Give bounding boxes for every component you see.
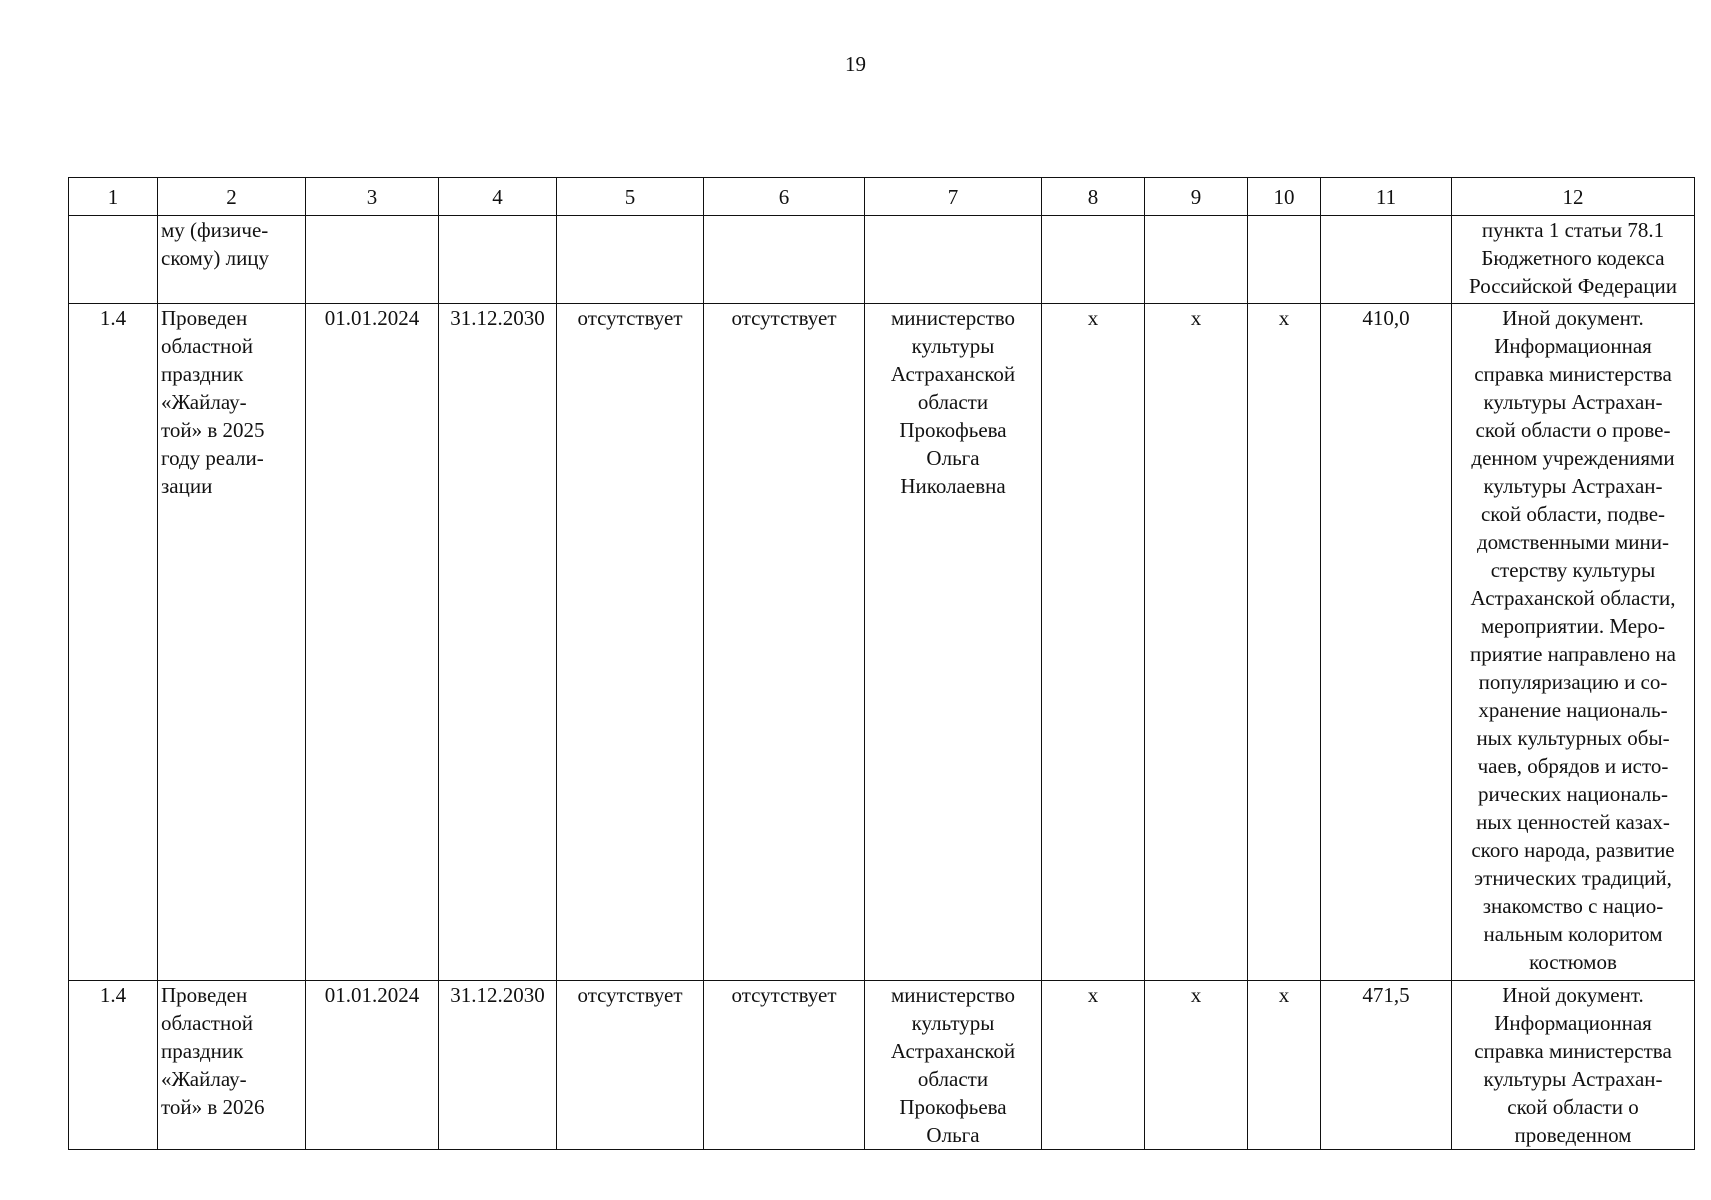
page-number: 19 bbox=[845, 52, 866, 76]
column-header: 4 bbox=[439, 178, 557, 216]
cell-end-date bbox=[439, 216, 557, 304]
cell-col9: х bbox=[1145, 981, 1248, 1150]
cell-amount: 410,0 bbox=[1321, 304, 1452, 981]
cell-document: Иной документ. Информационная справка министерства культуры Астрахан- ской области о прове- денном учреждениями культуры Астрахан- ской области, подве- домственными мини- стерству культуры Астраханской области, мероприятии. Меро- приятие направлено на популяризацию и со- хранение националь- ных культурных обы- чаев, обрядов и исто- рических националь- ных ценностей казах- ского народа, развитие этнических традиций, знакомство с нацио- нальным колоритом костюмов bbox=[1452, 304, 1695, 981]
cell-col8: х bbox=[1042, 304, 1145, 981]
cell-col8: х bbox=[1042, 981, 1145, 1150]
cell-number: 1.4 bbox=[69, 981, 158, 1150]
cell-start-date bbox=[306, 216, 439, 304]
cell-col8 bbox=[1042, 216, 1145, 304]
cell-col9: х bbox=[1145, 304, 1248, 981]
cell-start-date: 01.01.2024 bbox=[306, 981, 439, 1150]
cell-document: Иной документ. Информационная справка министерства культуры Астрахан- ской области о проведенном bbox=[1452, 981, 1695, 1150]
column-header: 7 bbox=[865, 178, 1042, 216]
document-table bbox=[68, 177, 1695, 1150]
column-header: 8 bbox=[1042, 178, 1145, 216]
cell-number: 1.4 bbox=[69, 304, 158, 981]
table-row bbox=[69, 981, 1695, 1150]
cell-col9 bbox=[1145, 216, 1248, 304]
cell-col5 bbox=[557, 216, 704, 304]
column-header: 6 bbox=[704, 178, 865, 216]
cell-amount: 471,5 bbox=[1321, 981, 1452, 1150]
cell-result-name: Проведен областной праздник «Жайлау- той» в 2026 bbox=[158, 981, 306, 1150]
cell-col10: х bbox=[1248, 304, 1321, 981]
cell-col10 bbox=[1248, 216, 1321, 304]
cell-responsible: министерство культуры Астраханской области Прокофьева Ольга bbox=[865, 981, 1042, 1150]
column-header: 3 bbox=[306, 178, 439, 216]
cell-col6: отсутствует bbox=[704, 304, 865, 981]
column-header: 12 bbox=[1452, 178, 1695, 216]
column-header: 9 bbox=[1145, 178, 1248, 216]
table-row-continuation bbox=[69, 216, 1695, 304]
cell-document: пункта 1 статьи 78.1 Бюджетного кодекса Российской Федерации bbox=[1452, 216, 1695, 304]
table-header-row bbox=[69, 178, 1695, 216]
cell-col5: отсутствует bbox=[557, 981, 704, 1150]
cell-col10: х bbox=[1248, 981, 1321, 1150]
cell-start-date: 01.01.2024 bbox=[306, 304, 439, 981]
cell-number bbox=[69, 216, 158, 304]
table-row bbox=[69, 304, 1695, 981]
cell-responsible: министерство культуры Астраханской области Прокофьева Ольга Николаевна bbox=[865, 304, 1042, 981]
cell-result-name: Проведен областной праздник «Жайлау- той» в 2025 году реали- зации bbox=[158, 304, 306, 981]
cell-col6 bbox=[704, 216, 865, 304]
cell-col6: отсутствует bbox=[704, 981, 865, 1150]
cell-col5: отсутствует bbox=[557, 304, 704, 981]
cell-responsible bbox=[865, 216, 1042, 304]
cell-amount bbox=[1321, 216, 1452, 304]
column-header: 2 bbox=[158, 178, 306, 216]
cell-end-date: 31.12.2030 bbox=[439, 304, 557, 981]
cell-end-date: 31.12.2030 bbox=[439, 981, 557, 1150]
column-header: 1 bbox=[69, 178, 158, 216]
column-header: 5 bbox=[557, 178, 704, 216]
column-header: 11 bbox=[1321, 178, 1452, 216]
column-header: 10 bbox=[1248, 178, 1321, 216]
cell-result-name: му (физиче- скому) лицу bbox=[158, 216, 306, 304]
